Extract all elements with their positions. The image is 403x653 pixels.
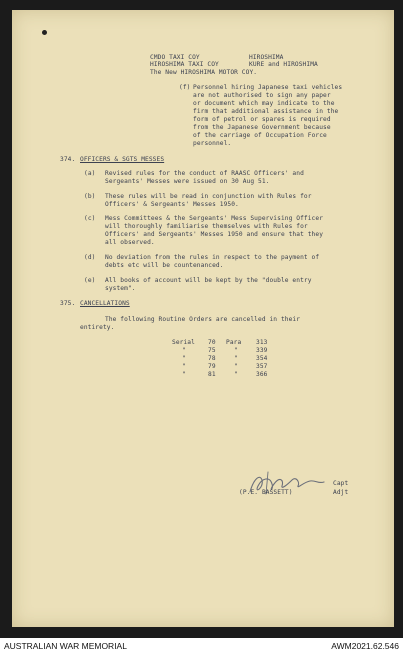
header-line1-left: CMDO TAXI COY <box>150 54 200 61</box>
item-b-marker: (b) <box>84 193 96 200</box>
item-c-line: Mess Committees & the Sergeants' Mess Supervising Officer <box>105 215 324 222</box>
table-cell: " <box>234 363 238 370</box>
table-cell: " <box>234 371 238 378</box>
punch-hole <box>42 30 47 35</box>
note-f-line: or document which may indicate to the <box>193 100 335 107</box>
table-cell: 78 <box>208 355 216 362</box>
item-e-marker: (e) <box>84 277 96 284</box>
note-f-line: Personnel hiring Japanese taxi vehicles <box>193 84 343 91</box>
note-f-line: of the carriage of Occupation Force <box>193 132 327 139</box>
item-d-line: No deviation from the rules in respect to the payment of <box>105 254 320 261</box>
table-cell: 81 <box>208 371 216 378</box>
table-header-para-number: 313 <box>256 339 268 346</box>
item-a-line: Revised rules for the conduct of RAASC Officers' and <box>105 170 304 177</box>
table-header-number: 70 <box>208 339 216 346</box>
footer-accession-number: AWM2021.62.546 <box>331 641 399 651</box>
table-cell: " <box>234 347 238 354</box>
item-b-line: Officers' & Sergeants' Messes 1950. <box>105 201 239 208</box>
table-cell: 366 <box>256 371 268 378</box>
header-line2-left: HIROSHIMA TAXI COY <box>150 61 219 68</box>
table-cell: 75 <box>208 347 216 354</box>
note-f-line: personnel. <box>193 140 232 147</box>
header-line1-right: HIROSHIMA <box>249 54 284 61</box>
item-c-line: will thoroughly familiarise themselves with Rules for <box>105 223 308 230</box>
cancellations-intro: The following Routine Orders are cancelled in their <box>105 316 301 323</box>
table-cell: " <box>182 355 186 362</box>
cancellations-intro: entirety. <box>80 324 115 331</box>
footer-credit: AUSTRALIAN WAR MEMORIAL <box>4 641 127 651</box>
item-e-line: system". <box>105 285 136 292</box>
item-d-line: debts etc will be countenanced. <box>105 262 224 269</box>
section-374-title: OFFICERS & SGTS MESSES <box>80 156 165 163</box>
note-f-line: firm that additional assistance in the <box>193 108 339 115</box>
footer-bar <box>0 638 403 653</box>
table-cell: " <box>182 371 186 378</box>
note-f-line: from the Japanese Government because <box>193 124 331 131</box>
section-375-number: 375. <box>60 300 76 307</box>
item-c-marker: (c) <box>84 215 96 222</box>
note-f-line: are not authorised to sign any paper <box>193 92 331 99</box>
item-c-line: all observed. <box>105 239 155 246</box>
table-cell: 339 <box>256 347 268 354</box>
table-cell: 79 <box>208 363 216 370</box>
table-cell: " <box>182 363 186 370</box>
table-cell: " <box>234 355 238 362</box>
item-a-line: Sergeants' Messes were issued on 30 Aug 51. <box>105 178 270 185</box>
item-e-line: All books of account will be kept by the "double entry <box>105 277 312 284</box>
table-header-para: Para <box>226 339 242 346</box>
header-line2-right: KURE and HIROSHIMA <box>249 61 318 68</box>
signatory-role: Adjt <box>333 489 349 496</box>
header-line3: The New HIROSHIMA MOTOR COY. <box>150 69 258 76</box>
table-header-serial: Serial <box>172 339 195 346</box>
note-f-line: form of petrol or spares is required <box>193 116 331 123</box>
table-cell: 354 <box>256 355 268 362</box>
document-page <box>12 10 394 627</box>
note-f-marker: (f) <box>179 84 191 91</box>
item-c-line: Officers' and Sergeants' Messes 1950 and ensure that they <box>105 231 324 238</box>
item-d-marker: (d) <box>84 254 96 261</box>
table-cell: 357 <box>256 363 268 370</box>
item-a-marker: (a) <box>84 170 96 177</box>
signatory-name: (P.E. BASSETT) <box>239 489 293 496</box>
table-cell: " <box>182 347 186 354</box>
section-374-number: 374. <box>60 156 76 163</box>
item-b-line: These rules will be read in conjunction with Rules for <box>105 193 312 200</box>
section-375-title: CANCELLATIONS <box>80 300 130 307</box>
signatory-rank: Capt <box>333 480 349 487</box>
